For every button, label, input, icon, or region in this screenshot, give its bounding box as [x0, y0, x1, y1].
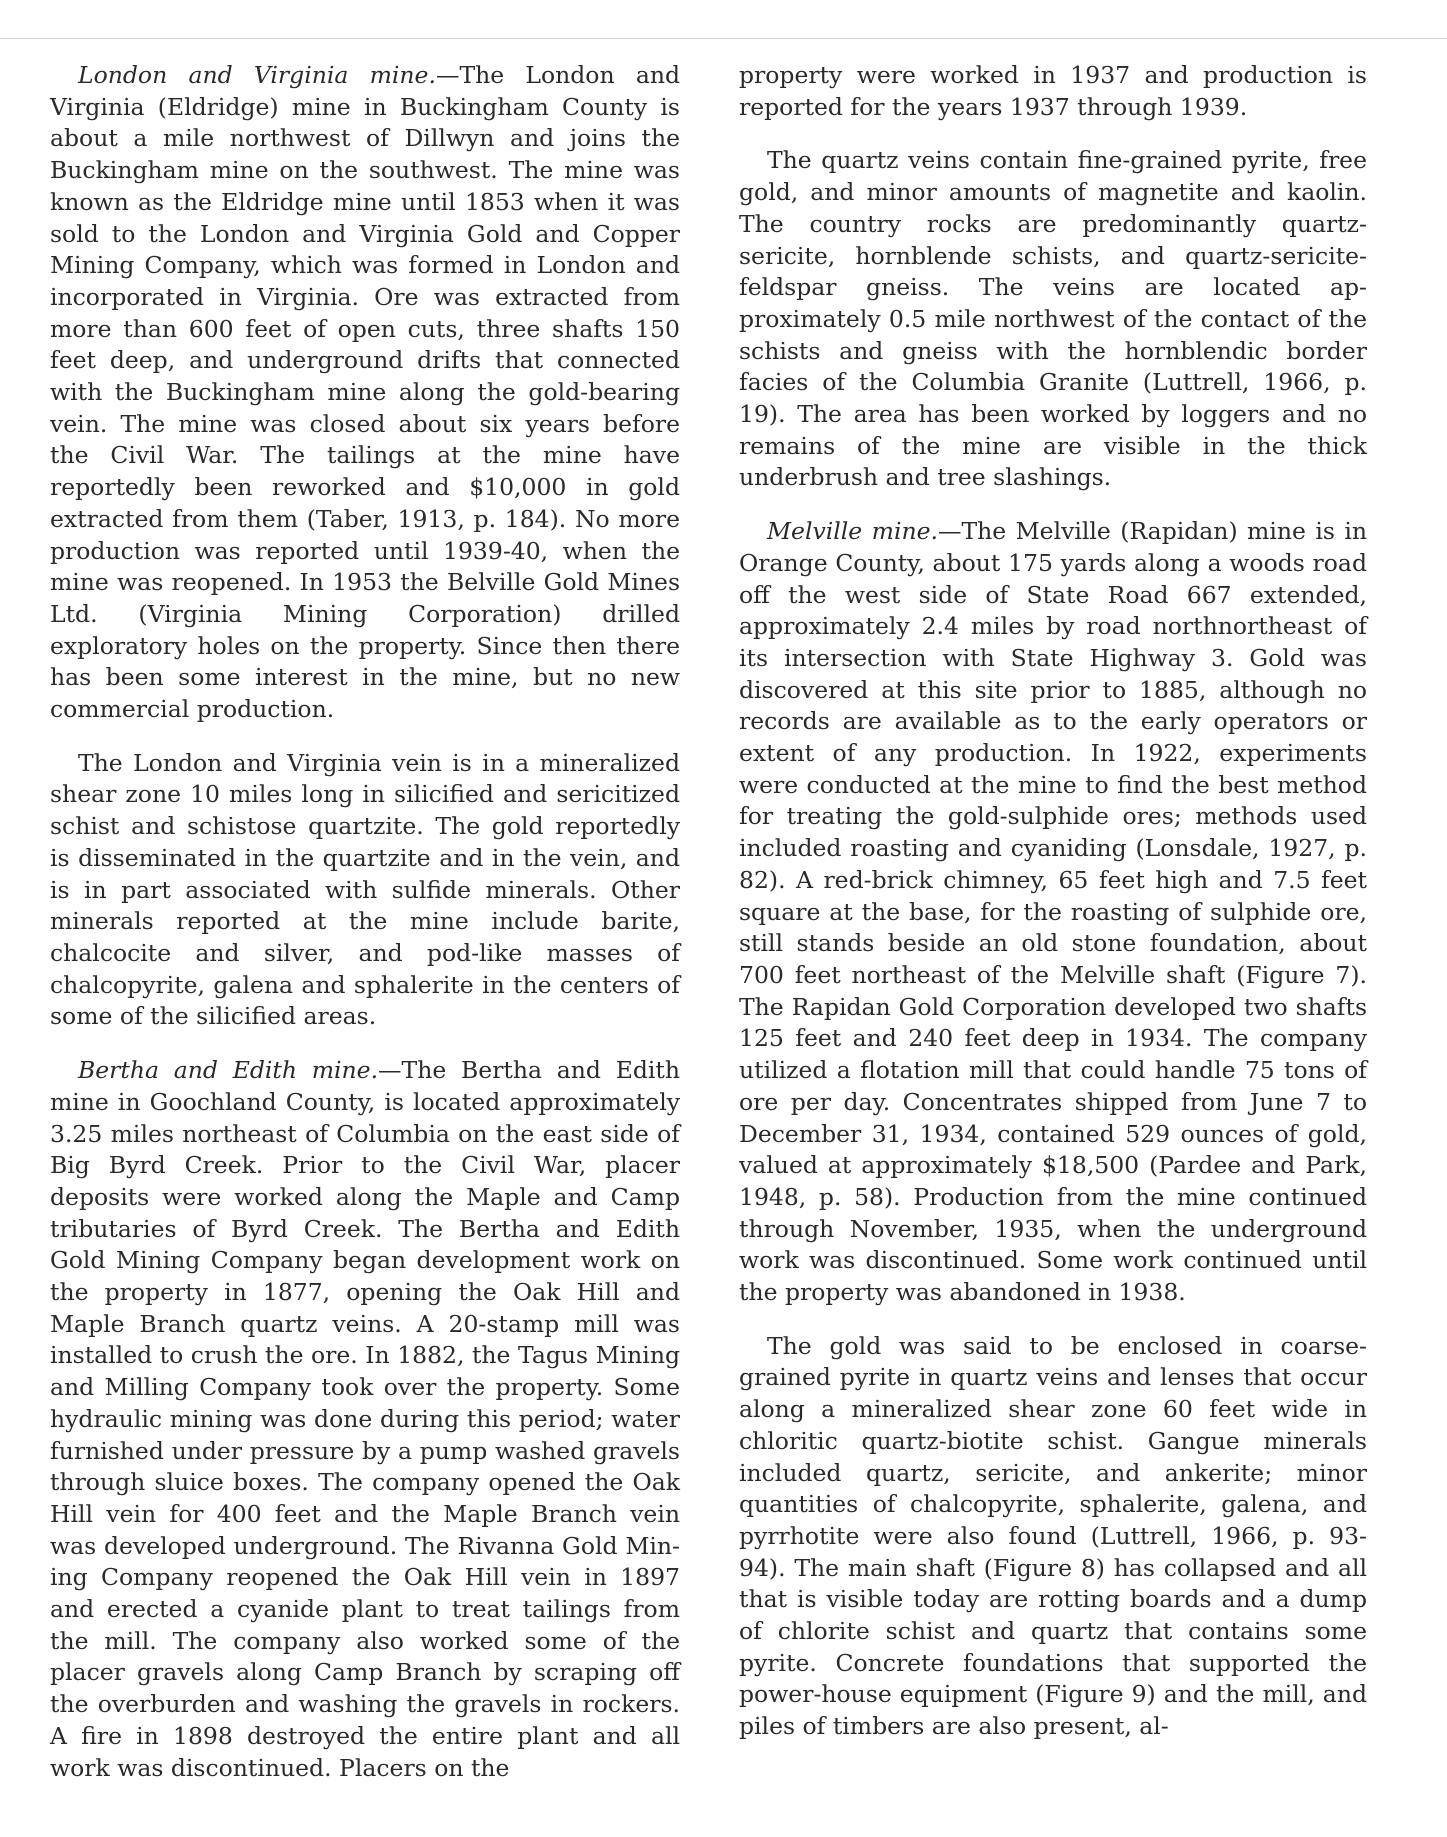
section-heading-london-virginia-mine: London and Virginia mine.	[78, 61, 436, 89]
paragraph-gold-enclosed: The gold was said to be enclosed in coarse-grained pyrite in quartz veins and lenses that occur along a mineralized shear zone 60 feet wide in chloritic quartz-biotite schist. Gangue minerals included quartz, sericite, and ankerite; minor quantities of chalcopyrite, sphalerite, galena, and pyrrhotite were also found (Luttrell, 1966, p. 93-94). The main shaft (Figure 8) has collapsed and all that is visible today are rotting boards and a dump of chlorite schist and quartz that contains some pyrite. Concrete foundations that supported the power-house equipment (Figure 9) and the mill, and piles of timbers are also present, al-	[739, 1331, 1367, 1741]
paragraph-melville-mine	[739, 516, 1367, 1309]
paragraph-london-virginia-mine	[50, 60, 680, 726]
section-heading-bertha-edith-mine: Bertha and Edith mine.	[78, 1056, 379, 1085]
paragraph-quartz-veins: The quartz veins contain fine-grained pyrite, free gold, and minor amounts of magnetite and kaolin. The country rocks are predominantly quartz-sericite, hornblende schists, and quartz-sericite-feldspar gneiss. The veins are located approximately 0.5 mile northwest of the contact of the schists and gneiss with the hornblendic border facies of the Columbia Granite (Luttrell, 1966, p. 19). The area has been worked by loggers and no remains of the mine are visible in the thick underbrush and tree slashings.	[739, 146, 1367, 492]
paragraph-text: —The London and Virginia (Eldridge) mine in Buckingham County is about a mile northwest of Dillwyn and joins the Buckingham mine on the southwest. The mine was known as the Eldridge mine until 1853 when it was sold to the London and Virginia Gold and Copper Mining Company, which was formed in London and incorporated in Virginia. Ore was extracted from more than 600 feet of open cuts, three shafts 150 feet deep, and underground drifts that connected with the Buckingham mine along the gold-bearing vein. The mine was closed about six years before the Civil War. The tailings at the mine have reportedly been reworked and $10,000 in gold extracted from them (Taber, 1913, p. 184). No more production was reported until 1939-40, when the mine was reopened. In 1953 the Belville Gold Mines Ltd. (Virginia Mining Corporation) drilled exploratory holes on the property. Since then there has been some interest in the mine, but no new commercial production.	[50, 61, 681, 724]
paragraph-bertha-edith-mine	[50, 1055, 680, 1784]
right-text-column	[739, 60, 1367, 1743]
paragraph-continued-property: property were worked in 1937 and production is reported for the years 1937 through 1939.	[739, 61, 1367, 121]
left-text-column	[50, 60, 680, 1784]
section-heading-melville-mine: Melville mine.	[767, 517, 938, 546]
paragraph-london-virginia-vein: The London and Virginia vein is in a mineralized shear zone 10 miles long in silicified and sericitized schist and schistose quartzite. The gold reportedly is disseminated in the quartzite and in the vein, and is in part associated with sulfide minerals. Other minerals reported at the mine include barite, chalcocite and silver, and pod-like masses of chalcopyrite, galena and sphalerite in the centers of some of the silicified areas.	[50, 748, 680, 1031]
page-top-divider	[0, 38, 1447, 39]
paragraph-text: —The Melville (Rapidan) mine is in Orange County, about 175 yards along a woods road off the west side of State Road 667 extended, approximately 2.4 miles by road northnortheast of its intersection with State Highway 3. Gold was discovered at this site prior to 1885, although no records are available as to the early operators or extent of any production. In 1922, experiments were conducted at the mine to find the best method for treating the gold-sulphide ores; methods used included roasting and cyaniding (Lonsdale, 1927, p. 82). A red-brick chimney, 65 feet high and 7.5 feet square at the base, for the roasting of sulphide ore, still stands beside an old stone foundation, about 700 feet northeast of the Melville shaft (Figure 7). The Rapidan Gold Corporation developed two shafts 125 feet and 240 feet deep in 1934. The company utilized a flotation mill that could handle 75 tons of ore per day. Concentrates shipped from June 7 to December 31, 1934, contained 529 ounces of gold, valued at approximately $18,500 (Pardee and Park, 1948, p. 58). Production from the mine continued through November, 1935, when the underground work was discontinued. Some work continued until the property was abandoned in 1938.	[739, 517, 1367, 1307]
paragraph-text: —The Bertha and Edith mine in Goochland County, is located approximately 3.25 miles northeast of Columbia on the east side of Big Byrd Creek. Prior to the Civil War, placer deposits were worked along the Maple and Camp tributaries of Byrd Creek. The Bertha and Edith Gold Mining Company began development work on the property in 1877, opening the Oak Hill and Maple Branch quartz veins. A 20-stamp mill was installed to crush the ore. In 1882, the Tagus Mining and Milling Company took over the property. Some hydraulic mining was done during this period; water furnished under pressure by a pump washed gravels through sluice boxes. The company opened the Oak Hill vein for 400 feet and the Maple Branch vein was developed underground. The Rivanna Gold Mining Company reopened the Oak Hill vein in 1897 and erected a cyanide plant to treat tailings from the mill. The company also worked some of the placer gravels along Camp Branch by scraping off the overburden and washing the gravels in rockers. A fire in 1898 destroyed the entire plant and all work was discontinued. Placers on the	[50, 1056, 680, 1782]
